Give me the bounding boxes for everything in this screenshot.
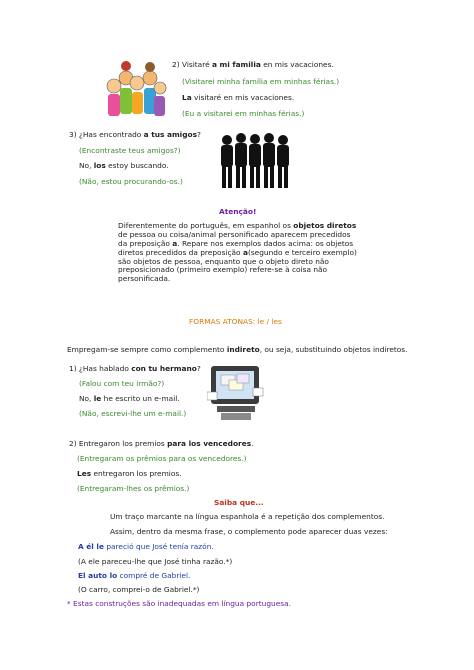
le-example-1-translation: (Falou com teu irmão?)	[79, 379, 165, 388]
le-example-1-pronoun-sentence: No, le he escrito un e-mail.	[79, 394, 180, 403]
example-3-translation: (Encontraste teus amigos?)	[79, 146, 181, 155]
attention-title: Atenção!	[219, 207, 257, 216]
formas-intro: Empregam-se sempre como complemento indireto, ou seja, substituindo objetos indiretos.	[67, 345, 408, 354]
les-example-2-translation: (Entregaram os prêmios para os vencedores.)	[77, 454, 247, 463]
saiba-que-line-2: Assim, dentro da mesma frase, o complemento pode aparecer duas vezes:	[110, 527, 388, 536]
le-example-1-sentence: 1) ¿Has hablado con tu hermano?	[69, 364, 201, 373]
example-3-pronoun-sentence: No, los estoy buscando.	[79, 161, 169, 170]
footnote: * Estas construções são inadequadas em língua portuguesa.	[67, 599, 291, 608]
saiba-que-title: Saiba que...	[214, 498, 264, 507]
example-3-pronoun-translation: (Não, estou procurando-os.)	[79, 177, 183, 186]
family-illustration	[104, 58, 168, 120]
repetition-example-2-translation: (O carro, comprei-o de Gabriel.*)	[78, 585, 200, 594]
example-2-pronoun-translation: (Eu a visitarei em minhas férias.)	[182, 109, 305, 118]
repetition-example-1-translation: (A ele pareceu-lhe que José tinha razão.*)	[78, 557, 233, 566]
example-2-translation: (Visitarei minha família em minhas férias.)	[182, 77, 340, 86]
repetition-example-1: A él le pareció que José tenía razón.	[78, 542, 214, 551]
section-title-formas-atonas: FORMAS ATONAS: le / les	[189, 317, 282, 326]
example-2-sentence: 2) Visitaré a mi familia en mis vacaciones.	[172, 60, 334, 69]
les-example-2-pronoun-translation: (Entregaram-lhes os prêmios.)	[77, 484, 190, 493]
le-example-1-pronoun-translation: (Não, escrevi-lhe um e-mail.)	[79, 409, 187, 418]
les-example-2-pronoun-sentence: Les entregaron los premios.	[77, 469, 182, 478]
computer-email-illustration	[207, 362, 265, 422]
saiba-que-line-1: Um traço marcante na língua espanhola é a repetição dos complementos.	[110, 512, 385, 521]
les-example-2-sentence: 2) Entregaron los premios para los vencedores.	[69, 439, 254, 448]
repetition-example-2: El auto lo compré de Gabriel.	[78, 571, 191, 580]
example-2-pronoun-sentence: La visitaré en mis vacaciones.	[182, 93, 295, 102]
attention-note: Diferentemente do português, em espanhol os objetos diretos de pessoa ou coisa/animal personificado aparecem precedidos da preposição a. Repare nos exemplos dados acima: os objetos diretos precedidos da preposição a(segundo e terceiro exemplo) são objetos de pessoa, enquanto que o objeto direto não preposicionado (primeiro exemplo) refere-se à coisa não personificada.	[118, 221, 357, 284]
friends-silhouette-illustration	[217, 132, 293, 190]
example-3-sentence: 3) ¿Has encontrado a tus amigos?	[69, 130, 201, 139]
